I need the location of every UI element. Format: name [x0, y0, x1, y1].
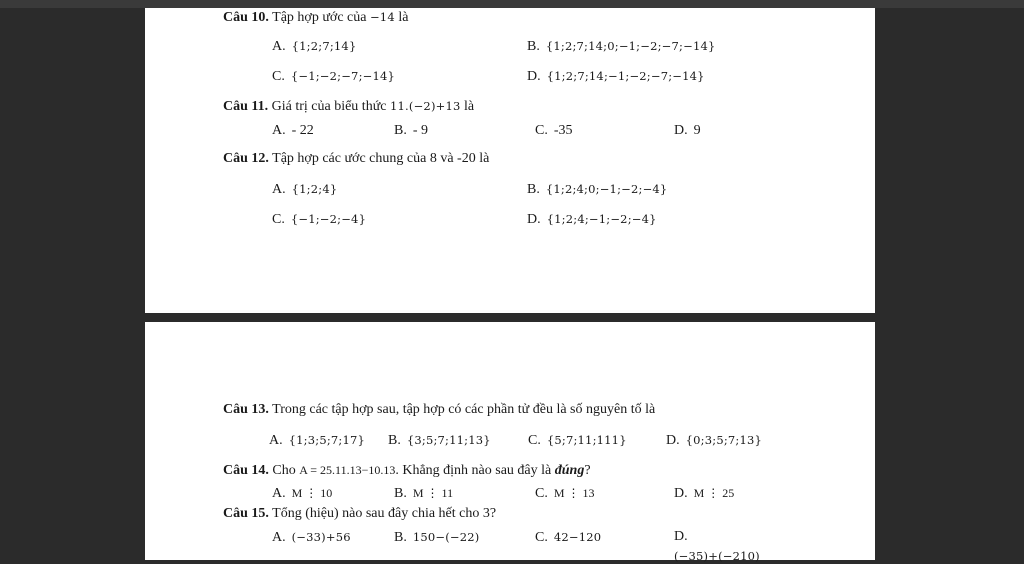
- option-c: C. -35: [535, 123, 573, 138]
- option-c: C. 42−120: [535, 530, 602, 545]
- question-number: Câu 10.: [223, 10, 269, 25]
- option-b: B. M ⋮ 11: [394, 486, 454, 501]
- question-number: Câu 15.: [223, 506, 269, 521]
- option-a: A. {1;2;7;14}: [272, 39, 357, 54]
- option-c: C. {−1;−2;−4}: [272, 212, 367, 227]
- option-d: D.: [674, 529, 688, 544]
- question-text: Cho: [272, 463, 296, 478]
- option-d: D. M ⋮ 25: [674, 486, 735, 501]
- question-number: Câu 14.: [223, 463, 269, 478]
- question-number: Câu 11.: [223, 99, 269, 114]
- question-12: [223, 151, 489, 167]
- option-c: C. {−1;−2;−7;−14}: [272, 69, 396, 84]
- option-d-value: (−35)+(−210): [674, 549, 760, 563]
- option-b: B. {1;2;7;14;0;−1;−2;−7;−14}: [527, 39, 716, 54]
- document-page-2: [145, 322, 875, 563]
- option-a: A. - 22: [272, 123, 314, 138]
- question-tail: . Khẳng định nào sau đây là: [395, 463, 552, 478]
- option-d: D. {1;2;7;14;−1;−2;−7;−14}: [527, 69, 705, 84]
- question-text: Giá trị của biểu thức: [271, 99, 387, 114]
- emphasis-word: đúng: [554, 463, 585, 478]
- option-a: A. M ⋮ 10: [272, 486, 333, 501]
- option-a: A. {1;2;4}: [272, 182, 338, 197]
- option-d: D. {0;3;5;7;13}: [666, 433, 763, 448]
- question-text: Tập hợp ước của: [272, 10, 367, 25]
- question-expression: A = 25.11.13−10.13: [299, 463, 396, 477]
- option-a: A. {1;3;5;7;17}: [269, 433, 366, 448]
- option-b: B. {1;2;4;0;−1;−2;−4}: [527, 182, 668, 197]
- question-tail: là: [398, 10, 409, 25]
- option-a: A. (−33)+56: [272, 530, 351, 545]
- question-13: [223, 402, 655, 418]
- question-text: Tập hợp các ước chung của 8 và -20 là: [272, 151, 490, 166]
- option-d: D. {1;2;4;−1;−2;−4}: [527, 212, 657, 227]
- question-10: [223, 10, 408, 26]
- option-b: B. - 9: [394, 123, 429, 138]
- question-15: [223, 506, 496, 522]
- question-text: Trong các tập hợp sau, tập hợp có các phần tử đều là số nguyên tố là: [272, 402, 656, 417]
- option-b: B. 150−(−22): [394, 530, 480, 545]
- question-end: ?: [584, 463, 591, 478]
- question-11: [223, 99, 474, 115]
- option-d: D. 9: [674, 123, 701, 138]
- viewer-top-band: [0, 0, 1024, 8]
- question-expression: 11.(−2)+13: [390, 99, 461, 113]
- option-c: C. {5;7;11;111}: [528, 433, 627, 448]
- option-c: C. M ⋮ 13: [535, 486, 595, 501]
- option-b: B. {3;5;7;11;13}: [388, 433, 491, 448]
- question-number: Câu 12.: [223, 151, 269, 166]
- question-tail: là: [464, 99, 475, 114]
- question-text: Tổng (hiệu) nào sau đây chia hết cho 3?: [272, 506, 497, 521]
- question-expression: −14: [369, 10, 395, 24]
- question-14: [223, 463, 591, 479]
- question-number: Câu 13.: [223, 402, 269, 417]
- document-page-1: [145, 8, 875, 313]
